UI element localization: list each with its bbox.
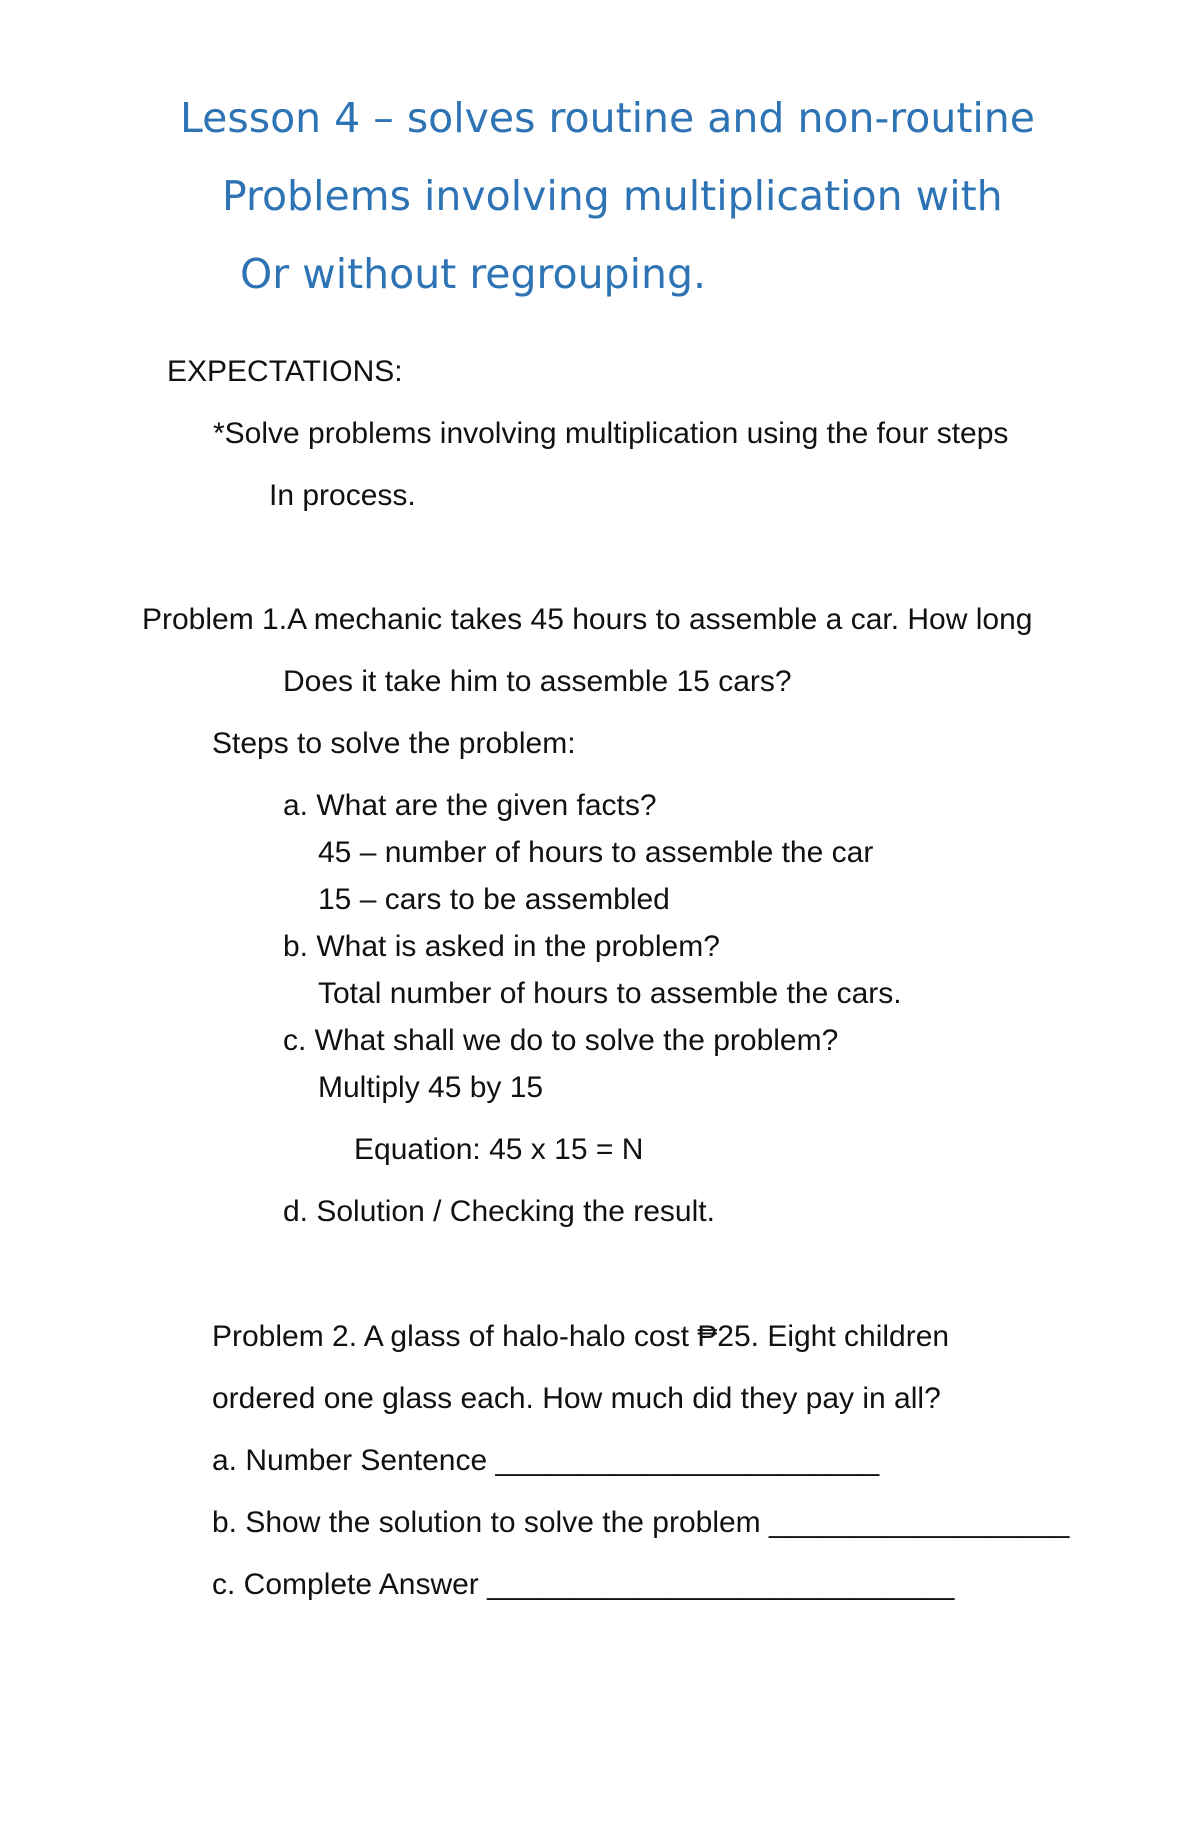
title-line-3: Or without regrouping. <box>240 250 707 298</box>
problem1-line-1: Problem 1.A mechanic takes 45 hours to assemble a car. How long <box>142 603 1033 636</box>
problem2-item-c: c. Complete Answer ____________________________ <box>212 1568 955 1601</box>
step-c-answer: Multiply 45 by 15 <box>318 1071 544 1104</box>
problem1-line-2: Does it take him to assemble 15 cars? <box>283 665 792 698</box>
expectations-line-2: In process. <box>269 479 416 512</box>
step-a-question: a. What are the given facts? <box>283 789 657 822</box>
expectations-line-1: *Solve problems involving multiplication using the four steps <box>213 417 1009 450</box>
step-b-question: b. What is asked in the problem? <box>283 930 720 963</box>
steps-heading: Steps to solve the problem: <box>212 727 576 760</box>
title-line-1: Lesson 4 – solves routine and non-routine <box>180 94 1035 142</box>
problem2-item-a: a. Number Sentence _______________________ <box>212 1444 880 1477</box>
title-line-2: Problems involving multiplication with <box>222 172 1003 220</box>
step-c-equation: Equation: 45 x 15 = N <box>354 1133 644 1166</box>
problem2-item-b: b. Show the solution to solve the problem __________________ <box>212 1506 1070 1539</box>
step-c-question: c. What shall we do to solve the problem? <box>283 1024 839 1057</box>
step-a-answer-2: 15 – cars to be assembled <box>318 883 670 916</box>
problem2-line-1: Problem 2. A glass of halo-halo cost ₱25. Eight children <box>212 1320 950 1353</box>
step-a-answer-1: 45 – number of hours to assemble the car <box>318 836 874 869</box>
expectations-heading: EXPECTATIONS: <box>167 355 403 388</box>
step-d-question: d. Solution / Checking the result. <box>283 1195 715 1228</box>
problem2-line-2: ordered one glass each. How much did they pay in all? <box>212 1382 941 1415</box>
step-b-answer: Total number of hours to assemble the cars. <box>318 977 902 1010</box>
